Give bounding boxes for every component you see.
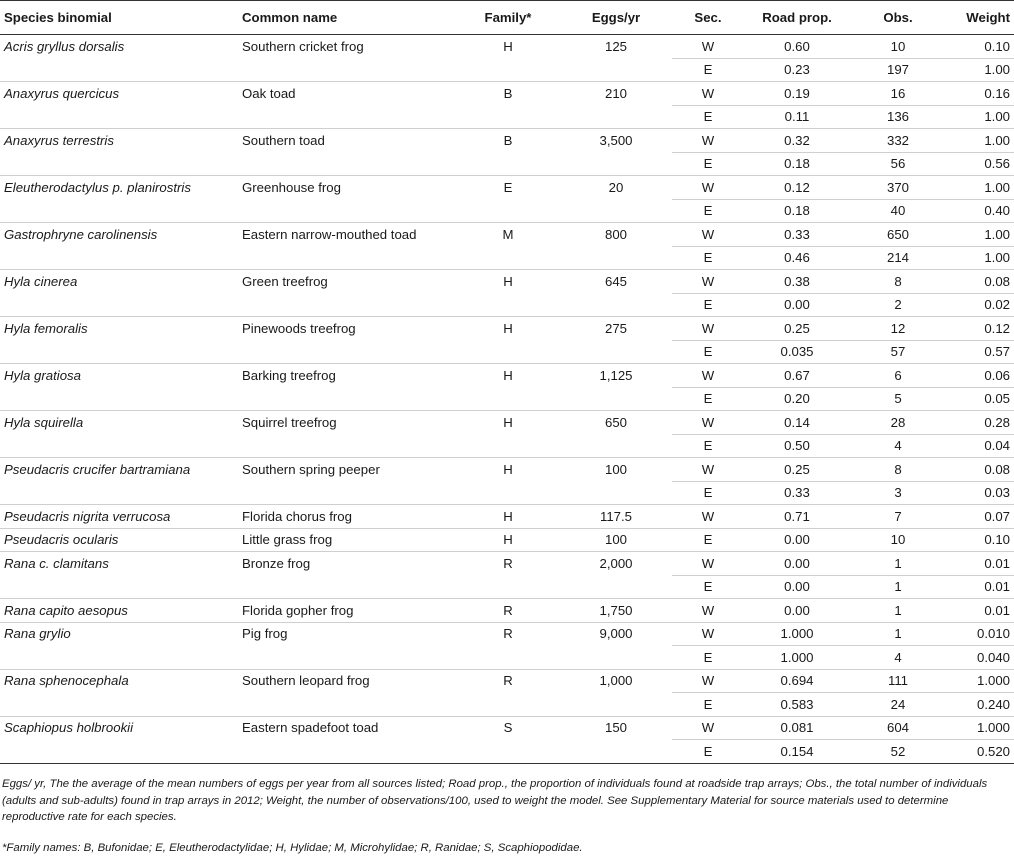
header-section: Sec. [672, 1, 744, 35]
cell-weight: 0.07 [946, 505, 1014, 529]
cell-common-name: Eastern narrow-mouthed toad [242, 226, 417, 242]
cell-family [456, 152, 560, 176]
table-row [0, 599, 1014, 623]
cell-observations: 1 [850, 599, 946, 623]
cell-species-binomial: Hyla gratiosa [4, 367, 81, 383]
cell-observations: 197 [850, 58, 946, 82]
cell-road-proportion: 1.000 [744, 646, 850, 670]
cell-eggs-per-year: 1,000 [599, 673, 633, 689]
cell-weight: 0.08 [946, 270, 1014, 294]
cell-weight: 0.02 [946, 293, 1014, 317]
cell-species-binomial: Rana c. clamitans [4, 555, 109, 571]
cell-road-proportion: 0.50 [744, 434, 850, 458]
cell-weight: 0.56 [946, 152, 1014, 176]
cell-observations: 332 [850, 129, 946, 153]
cell-species-binomial: Pseudacris nigrita verrucosa [0, 505, 238, 529]
cell-observations: 111 [850, 669, 946, 693]
cell-weight: 0.04 [946, 434, 1014, 458]
cell-weight: 1.00 [946, 129, 1014, 153]
cell-family: H [503, 273, 513, 289]
cell-road-proportion: 0.00 [744, 552, 850, 576]
cell-family [456, 646, 560, 670]
cell-common-name: Southern cricket frog [242, 38, 364, 54]
cell-common-name: Greenhouse frog [242, 179, 341, 195]
cell-weight: 0.57 [946, 340, 1014, 364]
cell-common-name: Green treefrog [242, 273, 328, 289]
cell-species-binomial [0, 58, 238, 82]
cell-observations: 16 [850, 82, 946, 106]
cell-section: W [672, 411, 744, 435]
cell-section: E [672, 693, 744, 717]
cell-family [456, 481, 560, 505]
table-row [0, 105, 1014, 129]
table-row [0, 199, 1014, 223]
cell-section: W [672, 599, 744, 623]
cell-road-proportion: 0.33 [744, 481, 850, 505]
cell-family: B [503, 132, 513, 148]
cell-species-binomial [0, 105, 238, 129]
cell-family: S [503, 720, 513, 736]
cell-common-name [238, 246, 456, 270]
cell-observations: 2 [850, 293, 946, 317]
table-row [0, 740, 1014, 764]
cell-observations: 214 [850, 246, 946, 270]
cell-section: E [672, 199, 744, 223]
cell-common-name: Squirrel treefrog [242, 414, 337, 430]
cell-section: W [672, 176, 744, 200]
cell-eggs-per-year [560, 575, 672, 599]
cell-road-proportion: 0.67 [744, 364, 850, 388]
cell-species-binomial [0, 246, 238, 270]
cell-species-binomial [0, 740, 238, 764]
cell-eggs-per-year [560, 434, 672, 458]
cell-eggs-per-year [560, 646, 672, 670]
cell-species-binomial: Pseudacris crucifer bartramiana [4, 461, 191, 477]
table-row [0, 646, 1014, 670]
cell-road-proportion: 0.25 [744, 317, 850, 341]
cell-common-name: Southern toad [242, 132, 325, 148]
cell-eggs-per-year: 650 [604, 414, 627, 430]
cell-weight: 0.01 [946, 599, 1014, 623]
cell-section: E [672, 293, 744, 317]
cell-common-name: Southern leopard frog [242, 673, 370, 689]
cell-observations: 7 [850, 505, 946, 529]
cell-eggs-per-year: 9,000 [599, 626, 633, 642]
cell-common-name: Oak toad [242, 85, 296, 101]
cell-weight: 1.00 [946, 246, 1014, 270]
cell-weight: 0.16 [946, 82, 1014, 106]
header-common-name: Common name [238, 1, 456, 35]
cell-species-binomial: Pseudacris ocularis [0, 528, 238, 552]
cell-eggs-per-year [560, 199, 672, 223]
cell-section: E [672, 340, 744, 364]
cell-common-name: Little grass frog [238, 528, 456, 552]
cell-common-name: Florida gopher frog [238, 599, 456, 623]
cell-family: M [502, 226, 514, 242]
cell-eggs-per-year [560, 481, 672, 505]
cell-common-name: Pig frog [242, 626, 288, 642]
cell-observations: 40 [850, 199, 946, 223]
table-row [0, 434, 1014, 458]
cell-section: E [672, 646, 744, 670]
cell-family: H [503, 320, 513, 336]
cell-section: E [672, 58, 744, 82]
cell-eggs-per-year: 800 [604, 226, 627, 242]
cell-species-binomial: Acris gryllus dorsalis [4, 38, 125, 54]
cell-road-proportion: 0.19 [744, 82, 850, 106]
cell-common-name [238, 199, 456, 223]
cell-weight: 0.040 [946, 646, 1014, 670]
cell-eggs-per-year [560, 293, 672, 317]
cell-section: W [672, 129, 744, 153]
table-row [0, 411, 1014, 435]
cell-observations: 4 [850, 434, 946, 458]
cell-road-proportion: 0.11 [744, 105, 850, 129]
cell-family: R [456, 599, 560, 623]
cell-observations: 370 [850, 176, 946, 200]
cell-eggs-per-year [560, 105, 672, 129]
cell-weight: 0.40 [946, 199, 1014, 223]
cell-eggs-per-year [560, 340, 672, 364]
cell-road-proportion: 0.25 [744, 458, 850, 482]
cell-observations: 1 [850, 575, 946, 599]
cell-section: W [672, 364, 744, 388]
table-row [0, 481, 1014, 505]
cell-family [456, 199, 560, 223]
cell-section: E [672, 105, 744, 129]
cell-weight: 1.00 [946, 223, 1014, 247]
cell-weight: 1.00 [946, 58, 1014, 82]
table-row [0, 622, 1014, 646]
cell-observations: 3 [850, 481, 946, 505]
cell-road-proportion: 0.32 [744, 129, 850, 153]
table-row [0, 35, 1014, 59]
cell-section: W [672, 35, 744, 59]
cell-observations: 8 [850, 270, 946, 294]
cell-section: E [672, 528, 744, 552]
cell-road-proportion: 0.18 [744, 199, 850, 223]
cell-eggs-per-year: 1,750 [560, 599, 672, 623]
cell-section: E [672, 740, 744, 764]
cell-road-proportion: 0.18 [744, 152, 850, 176]
cell-road-proportion: 0.33 [744, 223, 850, 247]
cell-family: H [503, 367, 513, 383]
cell-species-binomial [0, 340, 238, 364]
cell-road-proportion: 0.081 [744, 716, 850, 740]
cell-road-proportion: 0.694 [744, 669, 850, 693]
cell-weight: 0.06 [946, 364, 1014, 388]
cell-section: E [672, 152, 744, 176]
cell-road-proportion: 0.12 [744, 176, 850, 200]
table-row [0, 458, 1014, 482]
cell-family [456, 434, 560, 458]
cell-road-proportion: 0.154 [744, 740, 850, 764]
cell-section: W [672, 458, 744, 482]
table-row [0, 528, 1014, 552]
cell-section: E [672, 575, 744, 599]
cell-common-name [238, 152, 456, 176]
cell-family: H [456, 505, 560, 529]
cell-family [456, 693, 560, 717]
cell-common-name [238, 481, 456, 505]
cell-family [456, 293, 560, 317]
cell-section: W [672, 223, 744, 247]
cell-eggs-per-year: 100 [560, 528, 672, 552]
family-names-footnote: *Family names: B, Bufonidae; E, Eleutherodactylidae; H, Hylidae; M, Microhylidae; R, Ranidae; S, Scaphiopodidae. [2, 842, 583, 854]
cell-family: B [503, 85, 513, 101]
table-row [0, 317, 1014, 341]
table-row [0, 669, 1014, 693]
cell-observations: 12 [850, 317, 946, 341]
cell-eggs-per-year: 275 [604, 320, 627, 336]
cell-common-name [238, 340, 456, 364]
cell-weight: 1.00 [946, 176, 1014, 200]
cell-species-binomial: Scaphiopus holbrookii [4, 720, 134, 736]
table-header [0, 1, 1014, 35]
cell-family: E [503, 179, 513, 195]
cell-weight: 1.00 [946, 105, 1014, 129]
cell-observations: 10 [850, 528, 946, 552]
cell-eggs-per-year: 1,125 [599, 367, 633, 383]
cell-road-proportion: 0.20 [744, 387, 850, 411]
cell-road-proportion: 0.00 [744, 528, 850, 552]
cell-weight: 0.520 [946, 740, 1014, 764]
cell-weight: 0.10 [946, 528, 1014, 552]
cell-species-binomial: Hyla squirella [4, 414, 84, 430]
cell-common-name [238, 105, 456, 129]
cell-family [456, 340, 560, 364]
cell-road-proportion: 0.23 [744, 58, 850, 82]
cell-common-name [238, 646, 456, 670]
table-row [0, 223, 1014, 247]
table-body [0, 35, 1014, 764]
cell-species-binomial: Eleutherodactylus p. planirostris [4, 179, 191, 195]
cell-eggs-per-year [560, 387, 672, 411]
cell-family: H [503, 38, 513, 54]
cell-common-name: Bronze frog [242, 555, 311, 571]
cell-observations: 4 [850, 646, 946, 670]
cell-observations: 136 [850, 105, 946, 129]
cell-eggs-per-year: 100 [604, 461, 627, 477]
cell-common-name: Southern spring peeper [242, 461, 380, 477]
cell-observations: 52 [850, 740, 946, 764]
table-row [0, 364, 1014, 388]
table-row [0, 270, 1014, 294]
cell-eggs-per-year: 150 [604, 720, 627, 736]
cell-road-proportion: 0.00 [744, 599, 850, 623]
table-row [0, 129, 1014, 153]
cell-observations: 5 [850, 387, 946, 411]
cell-family [456, 740, 560, 764]
table-row [0, 716, 1014, 740]
header-row [0, 1, 1014, 35]
cell-eggs-per-year [560, 246, 672, 270]
cell-species-binomial: Rana capito aesopus [0, 599, 238, 623]
cell-eggs-per-year: 2,000 [599, 555, 633, 571]
cell-family: H [503, 461, 513, 477]
table-row [0, 552, 1014, 576]
cell-road-proportion: 0.035 [744, 340, 850, 364]
cell-weight: 0.010 [946, 622, 1014, 646]
cell-eggs-per-year: 117.5 [560, 505, 672, 529]
header-weight: Weight [946, 1, 1014, 35]
cell-section: W [672, 669, 744, 693]
cell-weight: 0.01 [946, 552, 1014, 576]
cell-species-binomial [0, 481, 238, 505]
cell-common-name [238, 575, 456, 599]
cell-road-proportion: 0.60 [744, 35, 850, 59]
cell-road-proportion: 0.14 [744, 411, 850, 435]
cell-species-binomial [0, 693, 238, 717]
cell-weight: 0.240 [946, 693, 1014, 717]
header-observations: Obs. [850, 1, 946, 35]
cell-section: E [672, 387, 744, 411]
cell-section: W [672, 82, 744, 106]
cell-common-name [238, 58, 456, 82]
cell-observations: 56 [850, 152, 946, 176]
cell-section: E [672, 246, 744, 270]
table-row [0, 575, 1014, 599]
cell-section: E [672, 481, 744, 505]
cell-road-proportion: 0.71 [744, 505, 850, 529]
cell-observations: 10 [850, 35, 946, 59]
cell-section: E [672, 434, 744, 458]
cell-eggs-per-year [560, 152, 672, 176]
cell-eggs-per-year: 125 [604, 38, 627, 54]
cell-observations: 24 [850, 693, 946, 717]
header-road-proportion: Road prop. [744, 1, 850, 35]
abbreviations-footnote: Eggs/ yr, The the average of the mean numbers of eggs per year from all sources listed; Road prop., the proportion of individuals found at roadside trap arrays; Obs., the total number of individuals (adults and sub-adults) found in trap arrays in 2012; Weight, the number of observations/100, used to weight the model. See Supplementary Material for source materials used to determine reproductive rate for each species. [2, 778, 988, 823]
cell-family [456, 58, 560, 82]
header-species-binomial: Species binomial [0, 1, 238, 35]
table-row [0, 340, 1014, 364]
cell-family: H [456, 528, 560, 552]
cell-species-binomial: Gastrophryne carolinensis [4, 226, 158, 242]
table-row [0, 387, 1014, 411]
cell-section: W [672, 270, 744, 294]
cell-species-binomial [0, 646, 238, 670]
cell-eggs-per-year [560, 693, 672, 717]
cell-weight: 0.01 [946, 575, 1014, 599]
cell-observations: 6 [850, 364, 946, 388]
cell-section: W [672, 505, 744, 529]
cell-weight: 0.10 [946, 35, 1014, 59]
cell-section: W [672, 552, 744, 576]
cell-observations: 8 [850, 458, 946, 482]
cell-species-binomial [0, 434, 238, 458]
header-eggs-per-year: Eggs/yr [560, 1, 672, 35]
cell-section: W [672, 622, 744, 646]
cell-weight: 0.28 [946, 411, 1014, 435]
cell-weight: 0.12 [946, 317, 1014, 341]
cell-observations: 650 [850, 223, 946, 247]
table-row [0, 58, 1014, 82]
cell-common-name: Barking treefrog [242, 367, 336, 383]
cell-family [456, 575, 560, 599]
cell-species-binomial [0, 387, 238, 411]
cell-road-proportion: 0.46 [744, 246, 850, 270]
cell-family: R [503, 626, 513, 642]
cell-species-binomial: Rana grylio [4, 626, 71, 642]
table-row [0, 176, 1014, 200]
cell-observations: 604 [850, 716, 946, 740]
cell-species-binomial: Anaxyrus quercicus [4, 85, 120, 101]
cell-road-proportion: 0.38 [744, 270, 850, 294]
cell-common-name [238, 740, 456, 764]
cell-species-binomial [0, 575, 238, 599]
cell-common-name [238, 387, 456, 411]
cell-eggs-per-year: 20 [608, 179, 624, 195]
table-row [0, 82, 1014, 106]
cell-eggs-per-year: 210 [604, 85, 627, 101]
cell-common-name [238, 293, 456, 317]
cell-section: W [672, 317, 744, 341]
cell-observations: 28 [850, 411, 946, 435]
cell-common-name: Florida chorus frog [238, 505, 456, 529]
cell-species-binomial: Hyla cinerea [4, 273, 78, 289]
cell-observations: 1 [850, 622, 946, 646]
cell-species-binomial [0, 152, 238, 176]
cell-section: W [672, 716, 744, 740]
cell-road-proportion: 1.000 [744, 622, 850, 646]
cell-road-proportion: 0.583 [744, 693, 850, 717]
cell-species-binomial: Anaxyrus terrestris [4, 132, 114, 148]
table-row [0, 246, 1014, 270]
cell-observations: 1 [850, 552, 946, 576]
cell-family [456, 105, 560, 129]
cell-family [456, 246, 560, 270]
cell-weight: 0.08 [946, 458, 1014, 482]
cell-weight: 0.03 [946, 481, 1014, 505]
cell-species-binomial [0, 293, 238, 317]
cell-species-binomial: Rana sphenocephala [4, 673, 129, 689]
table-row [0, 152, 1014, 176]
cell-family [456, 387, 560, 411]
cell-species-binomial: Hyla femoralis [4, 320, 88, 336]
cell-eggs-per-year [560, 740, 672, 764]
cell-species-binomial [0, 199, 238, 223]
cell-family: R [503, 555, 513, 571]
cell-family: R [503, 673, 513, 689]
cell-family: H [503, 414, 513, 430]
cell-road-proportion: 0.00 [744, 575, 850, 599]
cell-weight: 1.000 [946, 716, 1014, 740]
cell-common-name: Pinewoods treefrog [242, 320, 356, 336]
cell-road-proportion: 0.00 [744, 293, 850, 317]
header-family: Family* [456, 1, 560, 35]
cell-weight: 1.000 [946, 669, 1014, 693]
cell-eggs-per-year: 3,500 [599, 132, 633, 148]
table-row [0, 693, 1014, 717]
cell-common-name: Eastern spadefoot toad [242, 720, 379, 736]
cell-common-name [238, 693, 456, 717]
cell-observations: 57 [850, 340, 946, 364]
cell-eggs-per-year [560, 58, 672, 82]
table-row [0, 505, 1014, 529]
cell-eggs-per-year: 645 [604, 273, 627, 289]
table-row [0, 293, 1014, 317]
cell-weight: 0.05 [946, 387, 1014, 411]
cell-common-name [238, 434, 456, 458]
